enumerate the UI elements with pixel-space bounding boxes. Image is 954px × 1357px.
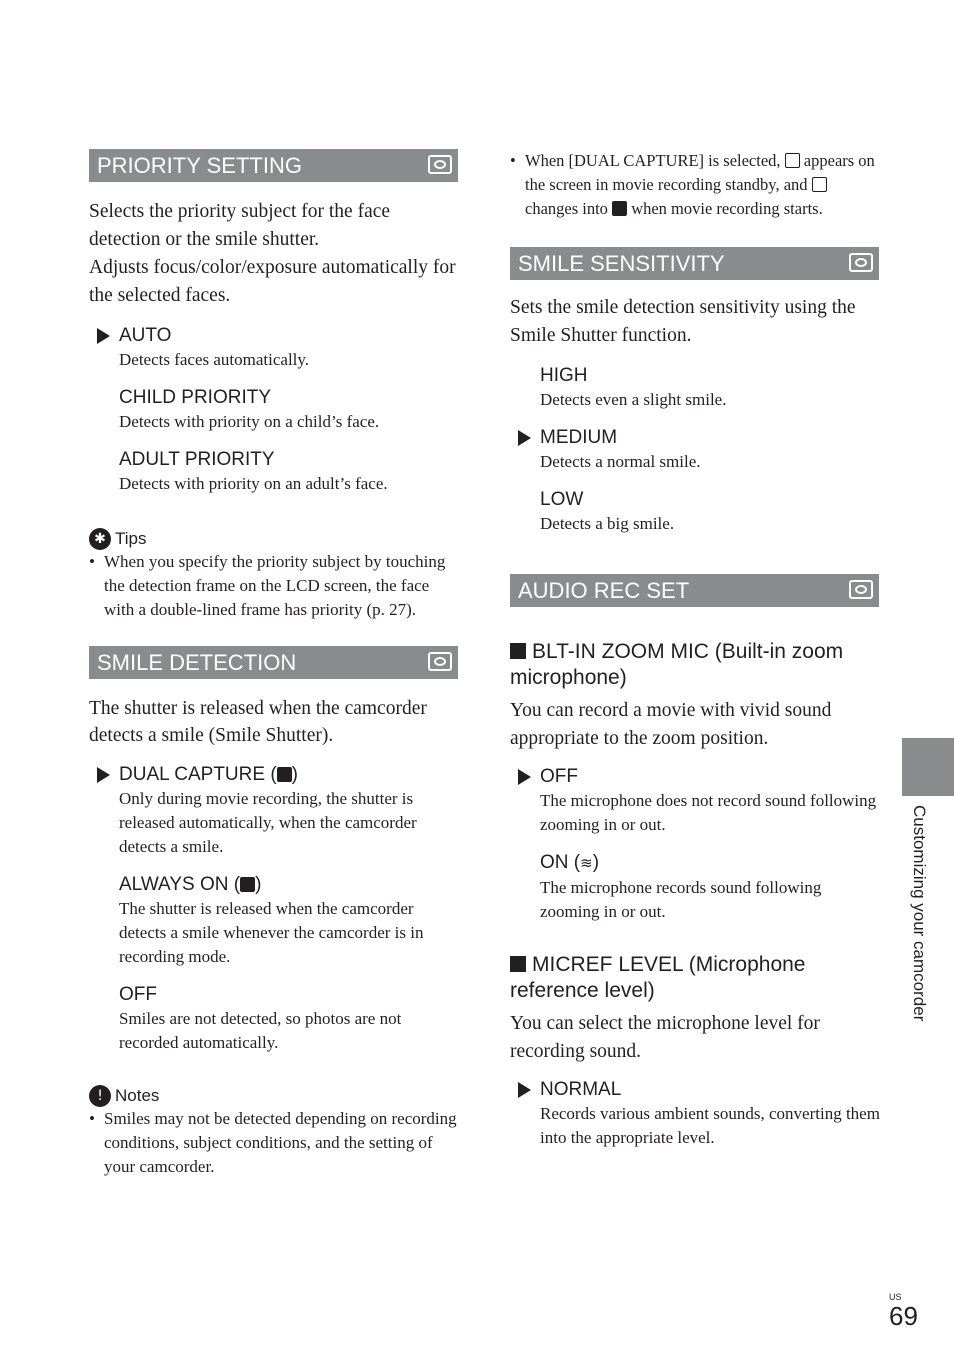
option-desc: Detects faces automatically. xyxy=(119,350,310,369)
subsection-title: MICREF LEVEL (Microphone reference level) xyxy=(510,953,806,1002)
smile-capture-icon xyxy=(240,877,255,892)
smile-standby-icon xyxy=(785,153,800,168)
option-off xyxy=(89,983,459,1055)
zoom-mic-intro: You can record a movie with vivid sound appropriate to the zoom position. xyxy=(510,700,832,749)
option-label: HIGH xyxy=(540,365,588,386)
option-label-line xyxy=(119,763,459,787)
smile-detection-intro: The shutter is released when the camcorder detects a smile (Smile Shutter). xyxy=(89,698,427,746)
section-title: AUDIO REC SET xyxy=(518,578,690,603)
zoom-mic-icon: ≋ xyxy=(580,855,593,872)
notes-heading xyxy=(89,1085,459,1107)
region-code: US xyxy=(889,1292,902,1302)
note-text: appears on the screen in movie recording standby, and xyxy=(525,151,875,194)
micref-heading xyxy=(510,952,880,1004)
right-column xyxy=(510,149,880,1150)
notes-label: Notes xyxy=(115,1086,160,1105)
option-label: DUAL CAPTURE ( xyxy=(119,764,277,785)
smile-sensitivity-header xyxy=(510,247,880,280)
smile-detection-header xyxy=(89,646,459,679)
smile-standby-icon xyxy=(812,177,827,192)
option-child-priority xyxy=(89,386,459,434)
option-desc: Detects a big smile. xyxy=(540,514,675,533)
movie-camera-icon xyxy=(849,580,873,599)
option-label-line xyxy=(119,873,459,897)
option-label: ALWAYS ON ( xyxy=(119,874,241,895)
note-item: • Smiles may not be detected depending on recording conditions, subject conditions, and the setting of your camcorder. xyxy=(89,1107,459,1179)
option-mic-on xyxy=(510,851,880,924)
option-label: LOW xyxy=(540,489,584,510)
option-desc: Detects a normal smile. xyxy=(540,452,701,471)
default-arrow-icon xyxy=(518,430,531,446)
smile-recording-icon xyxy=(612,201,627,216)
subsection-title: BLT-IN ZOOM MIC (Built-in zoom microphone) xyxy=(510,640,844,689)
default-arrow-icon xyxy=(518,769,531,785)
smile-capture-icon xyxy=(277,767,292,782)
chapter-tab xyxy=(902,738,954,796)
option-label: OFF xyxy=(119,984,157,1005)
option-label: ADULT PRIORITY xyxy=(119,449,275,470)
note-text: when movie recording starts. xyxy=(627,199,823,218)
option-desc: Only during movie recording, the shutter is released automatically, when the camcorder detects a smile. xyxy=(119,789,417,856)
tips-label: Tips xyxy=(115,529,147,548)
option-label-line xyxy=(540,851,880,876)
option-label-end: ) xyxy=(255,874,262,895)
priority-intro: Selects the priority subject for the face detection or the smile shutter. xyxy=(89,201,391,250)
left-column xyxy=(89,149,459,1179)
option-desc: Detects with priority on an adult’s face. xyxy=(119,474,388,493)
option-low xyxy=(510,488,880,536)
option-desc: The microphone records sound following zooming in or out. xyxy=(540,878,822,921)
micref-intro: You can select the microphone level for recording sound. xyxy=(510,1013,820,1062)
page-number-value: 69 xyxy=(889,1301,918,1331)
option-label: ON ( xyxy=(540,852,581,873)
default-arrow-icon xyxy=(97,328,110,344)
option-label-end: ) xyxy=(291,764,298,785)
option-always-on xyxy=(89,873,459,969)
tips-heading xyxy=(89,528,459,550)
section-title: PRIORITY SETTING xyxy=(97,153,302,178)
option-label: CHILD PRIORITY xyxy=(119,387,272,408)
audio-rec-set-header xyxy=(510,574,880,607)
lightbulb-icon: ✱ xyxy=(89,528,111,550)
smile-sensitivity-intro: Sets the smile detection sensitivity using the Smile Shutter function. xyxy=(510,297,856,346)
option-desc: The shutter is released when the camcorder detects a smile whenever the camcorder is in recording mode. xyxy=(119,899,424,966)
option-desc: Records various ambient sounds, converting them into the appropriate level. xyxy=(540,1104,880,1147)
note-text: When [DUAL CAPTURE] is selected, xyxy=(525,151,785,170)
option-dual-capture xyxy=(89,763,459,859)
priority-setting-header xyxy=(89,149,459,182)
tip-item: • When you specify the priority subject by touching the detection frame on the LCD screen, the face with a double-lined frame has priority (p. 27). xyxy=(89,550,459,622)
zoom-mic-heading xyxy=(510,639,880,691)
chapter-label: Customizing your camcorder xyxy=(910,805,929,1022)
square-bullet-icon xyxy=(510,956,526,972)
option-label: OFF xyxy=(540,766,578,787)
priority-intro-2: Adjusts focus/color/exposure automatically for the selected faces. xyxy=(89,257,456,306)
page-number xyxy=(889,1292,918,1330)
movie-camera-icon xyxy=(849,253,873,272)
option-desc: Detects with priority on a child’s face. xyxy=(119,412,380,431)
option-desc: The microphone does not record sound following zooming in or out. xyxy=(540,791,877,834)
option-label-end: ) xyxy=(592,852,600,873)
section-title: SMILE SENSITIVITY xyxy=(518,251,725,276)
option-normal xyxy=(510,1078,880,1150)
movie-camera-icon xyxy=(428,652,452,671)
option-mic-off xyxy=(510,765,880,837)
section-title: SMILE DETECTION xyxy=(97,650,297,675)
default-arrow-icon xyxy=(518,1082,531,1098)
note-text: changes into xyxy=(525,199,613,218)
option-desc: Detects even a slight smile. xyxy=(540,390,727,409)
option-desc: Smiles are not detected, so photos are not recorded automatically. xyxy=(119,1009,402,1052)
movie-camera-icon xyxy=(428,155,452,174)
default-arrow-icon xyxy=(97,767,110,783)
option-high xyxy=(510,364,880,412)
option-medium xyxy=(510,426,880,474)
option-adult-priority xyxy=(89,448,459,496)
square-bullet-icon xyxy=(510,643,526,659)
option-label: MEDIUM xyxy=(540,427,618,448)
option-label: NORMAL xyxy=(540,1079,622,1100)
dual-capture-note xyxy=(510,149,880,221)
option-auto xyxy=(89,324,459,372)
option-label: AUTO xyxy=(119,325,172,346)
notes-icon: ! xyxy=(89,1085,111,1107)
